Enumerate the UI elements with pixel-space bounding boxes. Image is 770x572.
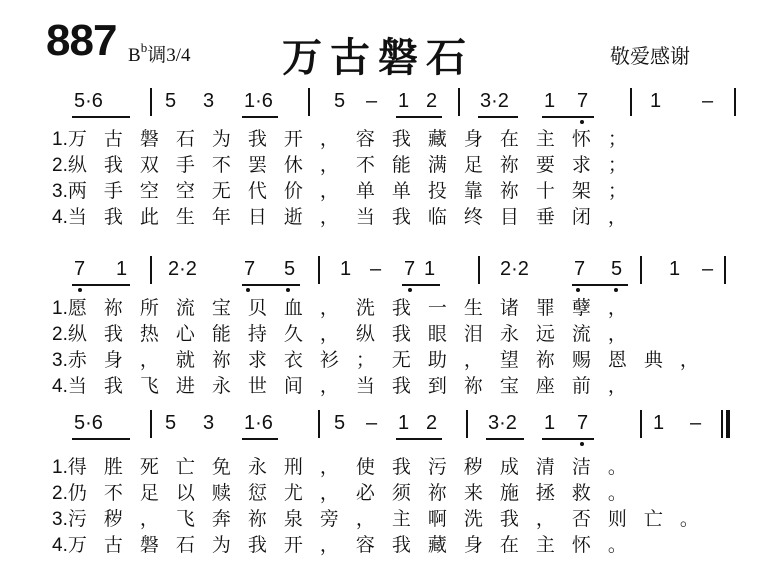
jianpu-note: 1·6 [244, 412, 273, 434]
category-label: 敬爱感谢 [610, 44, 690, 68]
verse-text: 万古磐石为我开，容我藏身在主怀。 [67, 534, 644, 556]
verse-number: 3. [52, 350, 68, 371]
jianpu-note: 5 [165, 90, 177, 112]
jianpu-note: 7 [404, 258, 416, 280]
verse-number: 2. [52, 324, 68, 345]
jianpu-note: – [690, 412, 702, 434]
bar-line [640, 410, 642, 438]
jianpu-note: 1 [544, 90, 556, 112]
low-octave-dot [580, 442, 584, 446]
verse-line [52, 452, 644, 479]
jianpu-note: 5 [165, 412, 177, 434]
jianpu-note: 5 [284, 258, 296, 280]
jianpu-note: 1 [116, 258, 128, 280]
jianpu-note: 3·2 [488, 412, 517, 434]
verse-number: 4. [52, 207, 68, 228]
flat-accidental: b [140, 39, 148, 55]
verse-text: 愿祢所流宝贝血，洗我一生诸罪孽， [67, 297, 644, 319]
bar-line [466, 410, 468, 438]
jianpu-note: – [366, 412, 378, 434]
jianpu-note: 5 [334, 90, 346, 112]
verse-number: 2. [52, 483, 68, 504]
verse-text: 仍不足以赎愆尤，必须祢来施拯救。 [67, 482, 644, 504]
bar-line [150, 410, 152, 438]
low-octave-dot [408, 288, 412, 292]
verse-number: 4. [52, 535, 68, 556]
verse-number: 3. [52, 181, 68, 202]
jianpu-note: 7 [577, 90, 589, 112]
jianpu-note: 1 [424, 258, 436, 280]
jianpu-note: 3 [203, 90, 215, 112]
verse-text: 得胜死亡免永刑，使我污秽成清洁。 [67, 456, 644, 478]
verse-line [52, 202, 644, 229]
bar-line [318, 256, 320, 284]
bar-line [734, 88, 736, 116]
bar-line [640, 256, 642, 284]
beam-underline [572, 284, 628, 286]
verse-line [52, 124, 644, 151]
beam-underline [478, 116, 518, 118]
verse-text: 污秽，飞奔祢泉旁，主啊洗我，否则亡。 [67, 508, 716, 530]
verse-text: 当我此生年日逝，当我临终目垂闭， [67, 206, 644, 228]
beam-underline [542, 116, 594, 118]
verse-number: 1. [52, 457, 68, 478]
verse-line [52, 478, 644, 505]
beam-underline [242, 116, 278, 118]
verse-number: 4. [52, 376, 68, 397]
bar-line [630, 88, 632, 116]
jianpu-note: – [702, 90, 714, 112]
verse-line [52, 176, 644, 203]
verse-text: 赤身，就祢求衣衫；无助，望祢赐恩典， [67, 349, 716, 371]
bar-line [150, 256, 152, 284]
verse-line [52, 319, 644, 346]
bar-line [724, 256, 726, 284]
beam-underline [72, 116, 130, 118]
verse-line [52, 371, 644, 398]
jianpu-note: 1 [398, 412, 410, 434]
verse-number: 1. [52, 129, 68, 150]
jianpu-note: 1 [398, 90, 410, 112]
key-and-meter: 调3/4 [147, 45, 191, 66]
low-octave-dot [614, 288, 618, 292]
verse-line [52, 293, 644, 320]
beam-underline [486, 438, 524, 440]
verse-text: 两手空空无代价，单单投靠祢十架； [67, 180, 644, 202]
low-octave-dot [576, 288, 580, 292]
hymn-number: 887 [46, 16, 117, 65]
key-signature [128, 40, 190, 67]
verse-text: 纵我双手不罢休，不能满足祢要求； [67, 154, 644, 176]
jianpu-note: 1 [340, 258, 352, 280]
beam-underline [242, 438, 278, 440]
low-octave-dot [78, 288, 82, 292]
jianpu-note: 7 [577, 412, 589, 434]
verse-line [52, 530, 644, 557]
jianpu-note: – [702, 258, 714, 280]
jianpu-note: – [366, 90, 378, 112]
jianpu-note: 5·6 [74, 90, 103, 112]
jianpu-note: 5·6 [74, 412, 103, 434]
jianpu-note: 2·2 [168, 258, 197, 280]
beam-underline [542, 438, 594, 440]
beam-underline [242, 284, 300, 286]
verse-text: 当我飞进永世间，当我到祢宝座前， [67, 375, 644, 397]
bar-line [308, 88, 310, 116]
verse-line [52, 150, 644, 177]
verse-line [52, 345, 716, 372]
jianpu-note: 1 [650, 90, 662, 112]
beam-underline [402, 284, 440, 286]
jianpu-note: 2 [426, 90, 438, 112]
bar-line [150, 88, 152, 116]
low-octave-dot [246, 288, 250, 292]
verse-number: 3. [52, 509, 68, 530]
jianpu-note: 2 [426, 412, 438, 434]
verse-number: 2. [52, 155, 68, 176]
beam-underline [396, 438, 442, 440]
jianpu-note: 1 [653, 412, 665, 434]
jianpu-note: 7 [574, 258, 586, 280]
bar-line [458, 88, 460, 116]
jianpu-note: 1·6 [244, 90, 273, 112]
song-title: 万古磐石 [282, 35, 474, 81]
verse-text: 纵我热心能持久，纵我眼泪永远流， [67, 323, 644, 345]
jianpu-note: – [370, 258, 382, 280]
jianpu-note: 1 [669, 258, 681, 280]
jianpu-note: 5 [334, 412, 346, 434]
jianpu-note: 5 [611, 258, 623, 280]
jianpu-note: 7 [74, 258, 86, 280]
low-octave-dot [286, 288, 290, 292]
jianpu-note: 3 [203, 412, 215, 434]
beam-underline [72, 438, 130, 440]
verse-line [52, 504, 716, 531]
bar-line [721, 410, 723, 438]
jianpu-note: 2·2 [500, 258, 529, 280]
bar-line [726, 410, 730, 438]
jianpu-note: 7 [244, 258, 256, 280]
verse-number: 1. [52, 298, 68, 319]
bar-line [318, 410, 320, 438]
beam-underline [72, 284, 130, 286]
bar-line [478, 256, 480, 284]
jianpu-note: 3·2 [480, 90, 509, 112]
jianpu-note: 1 [544, 412, 556, 434]
key-letter: B [128, 45, 141, 66]
verse-text: 万古磐石为我开，容我藏身在主怀； [67, 128, 644, 150]
beam-underline [396, 116, 442, 118]
